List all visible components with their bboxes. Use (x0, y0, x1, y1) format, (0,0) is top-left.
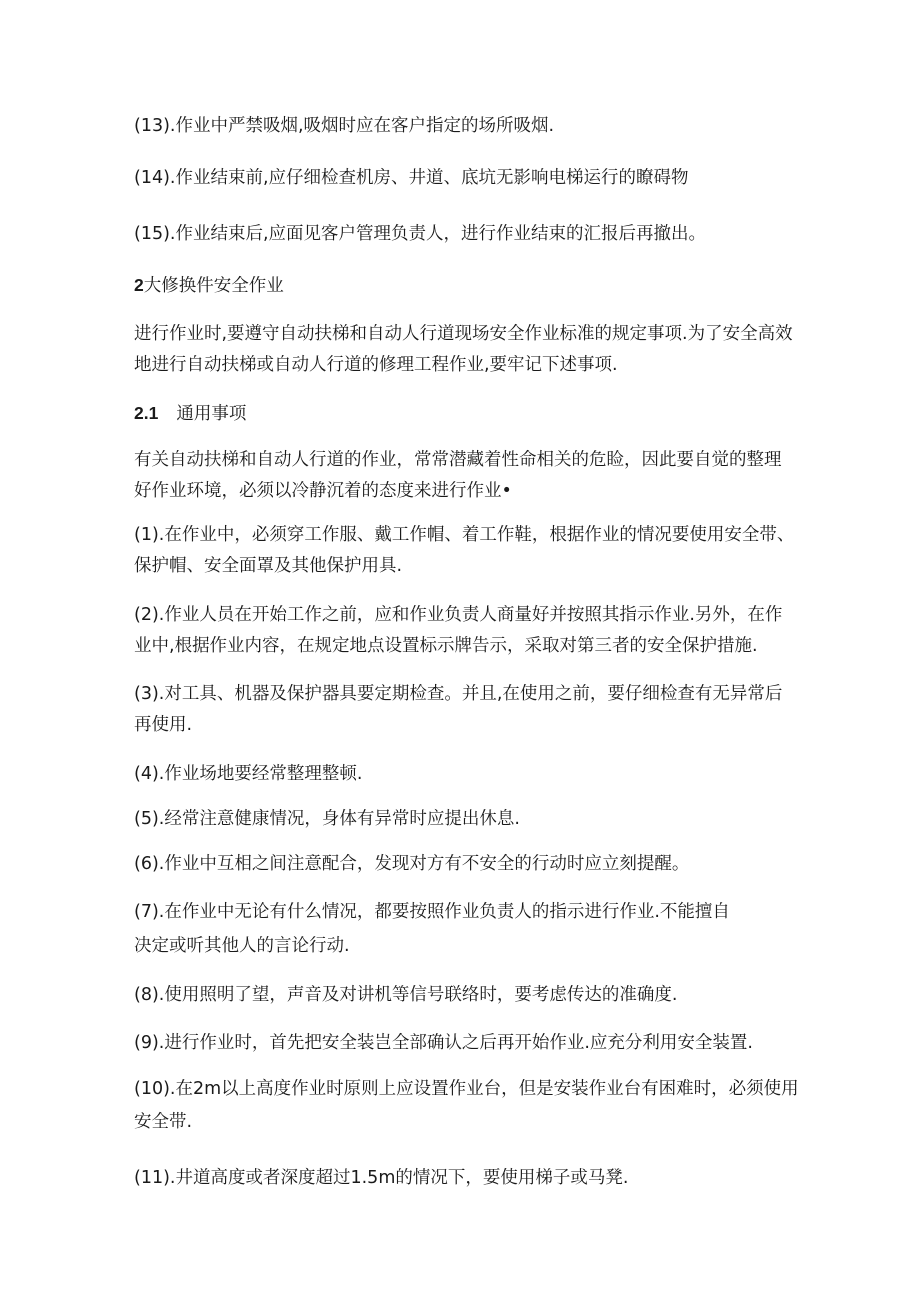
list-item-7-line-2: 决定或听其他人的言论行动. (134, 936, 350, 956)
list-item-3-line-1: (3).对工具、机器及保护器具要定期检查。并且,在使用之前，要仔细检查有无异常后 (134, 684, 783, 704)
paragraph-item-14: (14).作业结束前,应仔细检查机房、井道、底坑无影响电梯运行的瞭碍物 (134, 168, 689, 188)
section-2-intro-line-2: 地进行自动扶梯或自动人行道的修理工程作业,要牢记下述事项. (134, 355, 618, 375)
list-item-7-line-1: (7).在作业中无论有什么情况，都要按照作业负责人的指示进行作业.不能擅自 (134, 902, 730, 922)
list-item-1-line-1: (1).在作业中，必须穿工作服、戴工作帽、着工作鞋，根据作业的情况要使用安全带、 (134, 525, 795, 545)
list-item-6: (6).作业中互相之间注意配合，发现对方有不安全的行动时应立刻提醒。 (134, 854, 690, 874)
list-item-11: (11).井道高度或者深度超过1.5m的情况下，要使用梯子或马凳. (134, 1168, 629, 1188)
section-2-number: 2 (134, 275, 144, 295)
list-item-4: (4).作业场地要经常整理整顿. (134, 764, 363, 784)
list-item-10-line-2: 安全带. (134, 1112, 193, 1132)
section-2-1-intro-line-2: 好作业环境，必须以冷静沉着的态度来进行作业• (134, 481, 512, 501)
section-2-title: 大修换件安全作业 (143, 276, 284, 296)
section-2-1-number: 2.1 (134, 403, 159, 423)
section-2-1-title: 通用事项 (176, 404, 247, 424)
list-item-1-line-2: 保护帽、安全面罩及其他保护用具. (134, 556, 403, 576)
list-item-8: (8).使用照明了望，声音及对讲机等信号联络时，要考虑传达的准确度. (134, 985, 678, 1005)
list-item-5: (5).经常注意健康情况，身体有异常时应提出休息. (134, 809, 520, 829)
list-item-3-line-2: 再使用. (134, 715, 193, 735)
list-item-2-line-1: (2).作业人员在开始工作之前，应和作业负责人商量好并按照其指示作业.另外，在作 (134, 605, 783, 625)
list-item-10-line-1: (10).在2m以上高度作业时原则上应设置作业台，但是安装作业台有困难时，必须使用 (134, 1079, 799, 1099)
section-2-intro-line-1: 进行作业时,要遵守自动扶梯和自动人行道现场安全作业标准的规定事项.为了安全高效 (134, 324, 793, 344)
list-item-9: (9).进行作业时，首先把安全装岂全部确认之后再开始作业.应充分利用安全装置. (134, 1033, 753, 1053)
list-item-2-line-2: 业中,根据作业内容，在规定地点设置标示牌告示，采取对第三者的安全保护措施. (134, 636, 758, 656)
section-2-1-heading (134, 401, 246, 426)
paragraph-item-15: (15).作业结束后,应面见客户管理负责人，进行作业结束的汇报后再撤出。 (134, 224, 707, 244)
section-2-heading (134, 273, 284, 298)
paragraph-item-13: (13).作业中严禁吸烟,吸烟时应在客户指定的场所吸烟. (134, 116, 555, 136)
section-2-1-intro-line-1: 有关自动扶梯和自动人行道的作业，常常潜藏着性命相关的危睑，因此要自觉的整理 (134, 450, 782, 470)
